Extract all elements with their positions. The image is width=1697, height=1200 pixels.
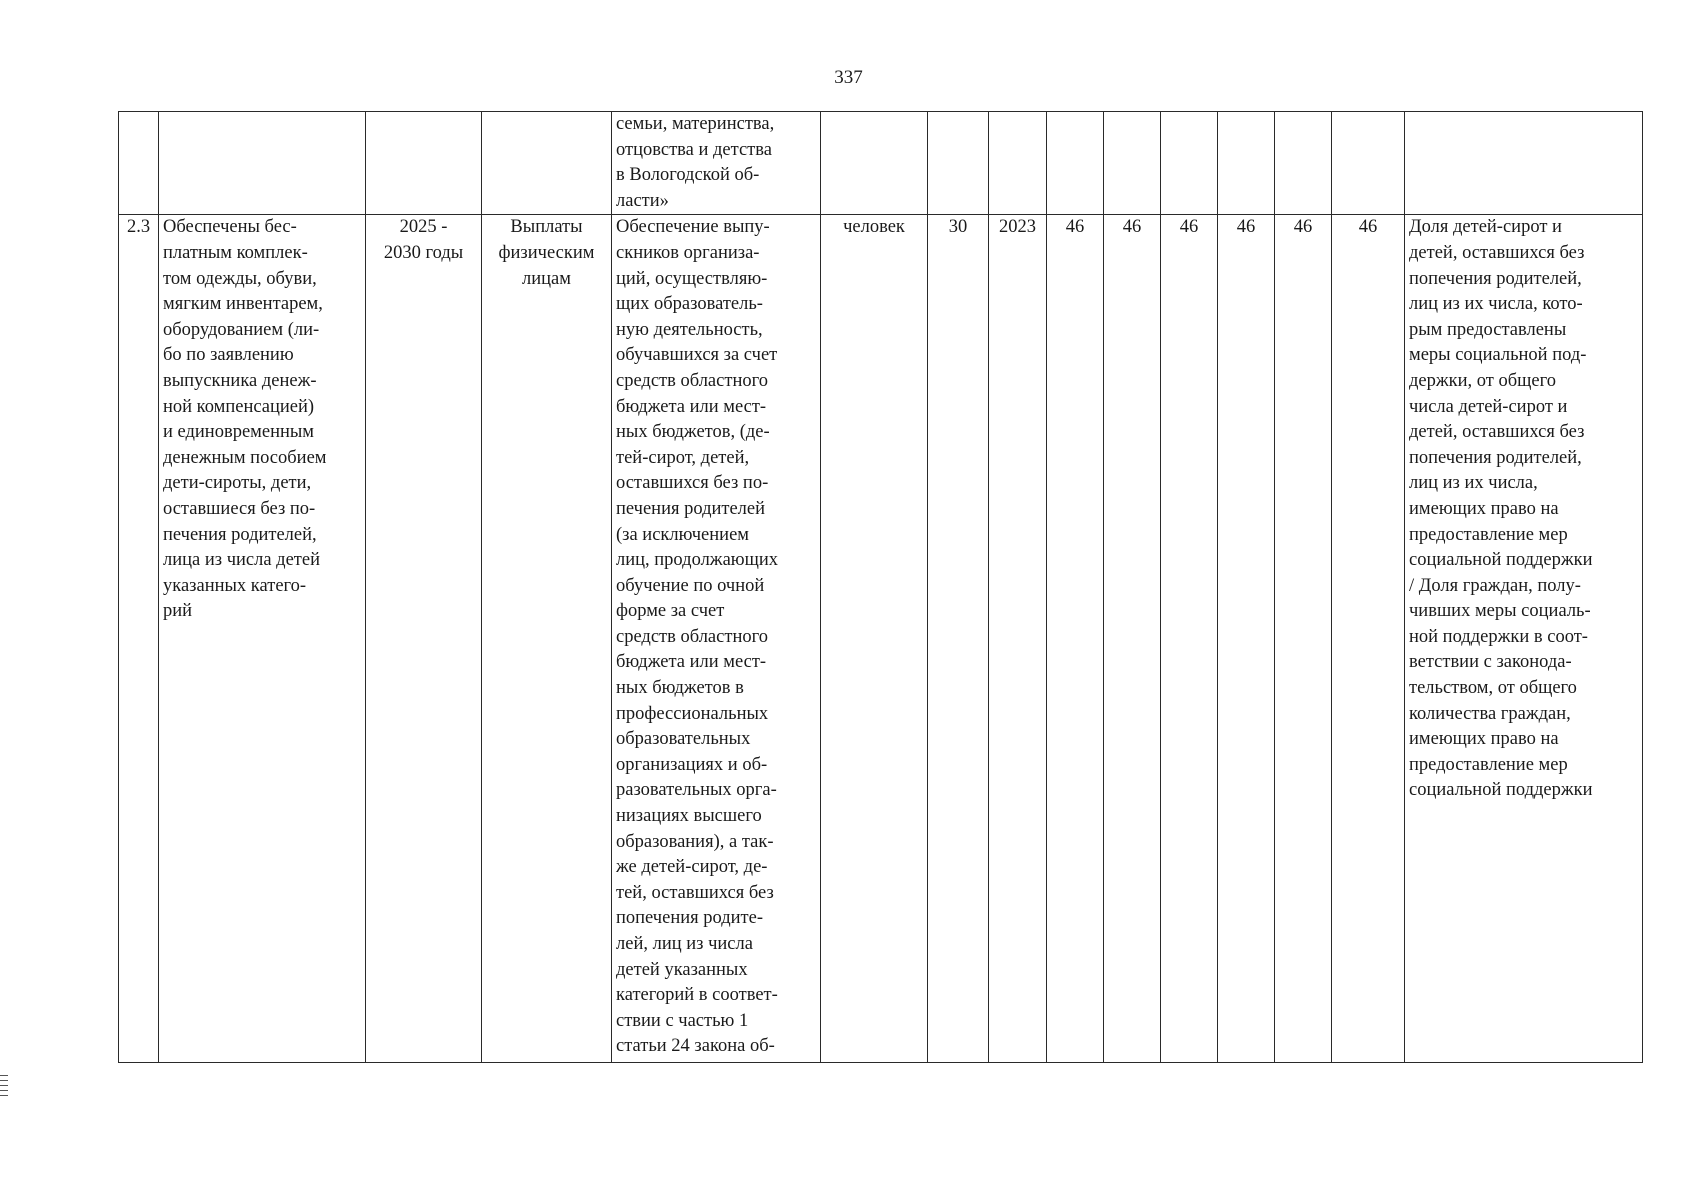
cell-base-year: [989, 112, 1047, 215]
cell-year-value: [1161, 215, 1218, 1063]
cell-base-value: [928, 112, 989, 215]
scan-mark: [0, 1075, 8, 1076]
year-value-text: 46: [1179, 217, 1199, 238]
page-number: 337: [834, 67, 863, 88]
cell-year-value: [1161, 112, 1218, 215]
cell-period: [366, 215, 482, 1063]
base-value-text: 30: [948, 217, 968, 238]
scan-mark: [0, 1080, 8, 1081]
table-row-continuation: [119, 112, 1643, 215]
scan-mark: [0, 1095, 8, 1096]
year-value-text: 46: [1122, 217, 1142, 238]
cell-period: [366, 112, 482, 215]
cell-number: [119, 112, 159, 215]
year-value-text: 46: [1236, 217, 1256, 238]
task-description-text: Обеспечение выпу- скников организа- ций, осуществляю- щих образователь- ную деятельность, обучавшихся за счет средств областного бюджета или мест- ных бюджетов, (де- тей-сирот, детей, оставшихся без по- печения родителей (за исключением лиц, продолжающих обучение по очной форме за счет средств областного бюджета или мест- ных бюджетов в профессиональных образовательных организациях и об- разовательных орга- низациях высшего образования), а так- же детей-сирот, де- тей, оставшихся без попечения родите- лей, лиц из числа детей указанных категорий в соответ- ствии с частью 1 статьи 24 закона об-: [616, 217, 779, 1057]
period-text: 2025 - 2030 годы: [383, 217, 464, 263]
program-table: [118, 111, 1643, 1063]
cell-type: [482, 215, 612, 1063]
cell-base-year: [989, 215, 1047, 1063]
cell-year-value: [1047, 112, 1104, 215]
scan-mark: [0, 1085, 8, 1086]
cell-year-value: [1218, 112, 1275, 215]
cell-year-value: [1332, 112, 1405, 215]
cell-year-value: [1104, 112, 1161, 215]
cell-year-value: [1047, 215, 1104, 1063]
cell-task-description: [612, 215, 821, 1063]
cell-year-value: [1218, 215, 1275, 1063]
task-description-continued: семьи, материнства, отцовства и детства в Вологодской об- ласти»: [616, 114, 775, 211]
cell-indicator: [1405, 215, 1643, 1063]
year-value-text: 46: [1293, 217, 1313, 238]
cell-year-value: [1332, 215, 1405, 1063]
base-year-text: 2023: [999, 217, 1036, 238]
type-text: Выплаты физическим лицам: [498, 217, 595, 289]
cell-year-value: [1104, 215, 1161, 1063]
row-number: 2.3: [126, 217, 151, 238]
cell-year-value: [1275, 112, 1332, 215]
cell-task-description: [612, 112, 821, 215]
year-value-text: 46: [1358, 217, 1378, 238]
cell-year-value: [1275, 215, 1332, 1063]
scan-mark: [0, 1090, 8, 1091]
year-value-text: 46: [1065, 217, 1085, 238]
cell-base-value: [928, 215, 989, 1063]
cell-indicator: [1405, 112, 1643, 215]
cell-unit: [821, 215, 928, 1063]
indicator-text: Доля детей-сирот и детей, оставшихся без попечения родителей, лиц из их числа, кото- рым предоставлены меры социальной под- держки, от общего числа детей-сирот и детей, оставшихся без попечения родителей, лиц из их числа, имеющих право на предоставление мер социальной поддержки / Доля граждан, полу- чивших меры социаль- ной поддержки в соот- ветствии с законода- тельством, от общего количества граждан, имеющих право на предоставление мер социальной поддержки: [1409, 217, 1593, 801]
cell-result: [159, 112, 366, 215]
table-row-2-3: [119, 215, 1643, 1063]
cell-type: [482, 112, 612, 215]
cell-unit: [821, 112, 928, 215]
scan-edge-marks: [0, 1075, 8, 1100]
unit-text: человек: [843, 217, 905, 238]
result-text: Обеспечены бес- платным комплек- том одежды, обуви, мягким инвентарем, оборудованием (ли- бо по заявлению выпускника денеж- ной компенсацией) и единовременным денежным пособием дети-сироты, дети, оставшиеся без по- печения родителей, лица из числа детей указанных катего- рий: [163, 217, 327, 622]
cell-result: [159, 215, 366, 1063]
cell-number: [119, 215, 159, 1063]
